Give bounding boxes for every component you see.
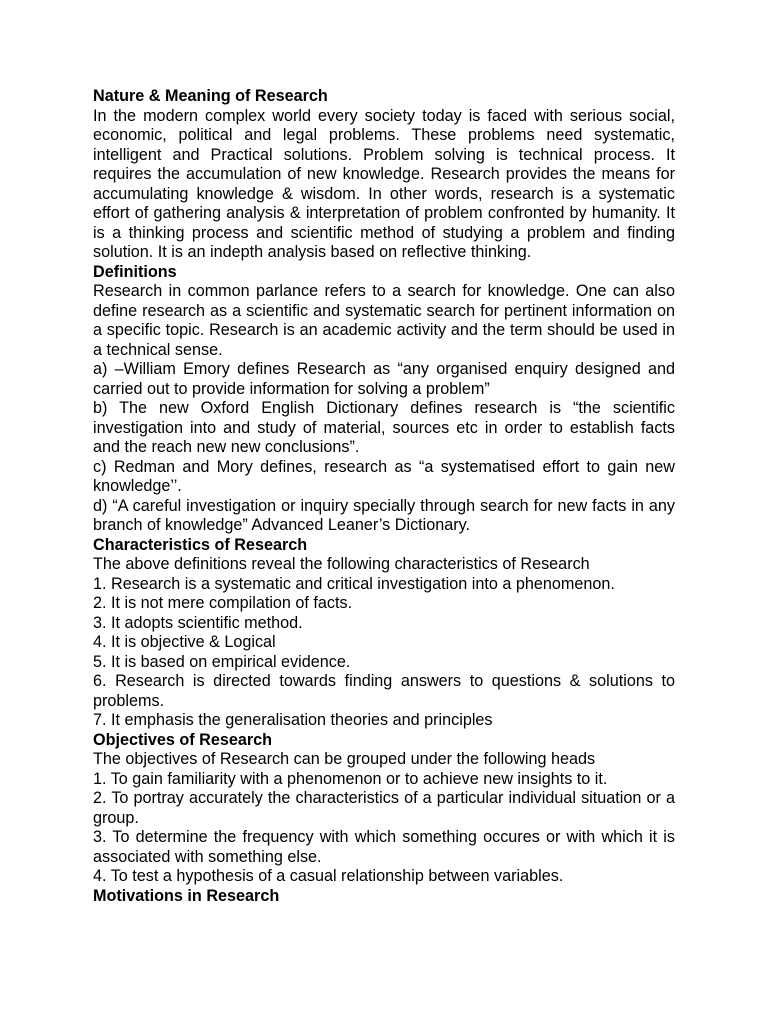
- characteristic-item-4: 4. It is objective & Logical: [93, 633, 276, 651]
- objective-item-3: 3. To determine the frequency with which something occures or with which it is associated with something else.: [93, 828, 675, 866]
- objective-item-4: 4. To test a hypothesis of a casual relationship between variables.: [93, 867, 564, 885]
- characteristic-item-5: 5. It is based on empirical evidence.: [93, 652, 351, 671]
- characteristic-item-6: 6. Research is directed towards finding answers to questions & solutions to problems.: [93, 672, 675, 710]
- section-heading-definitions: Definitions: [93, 262, 177, 281]
- section-heading-nature: Nature & Meaning of Research: [93, 87, 328, 105]
- section-heading-motivations: Motivations in Research: [93, 886, 280, 905]
- definition-item-b: b) The new Oxford English Dictionary defines research is “the scientific investigation into and study of material, sources etc in order to establish facts and the reach new new conclusions”.: [93, 399, 675, 456]
- paragraph-objectives-intro: The objectives of Research can be grouped under the following heads: [93, 750, 596, 768]
- definition-item-c: c) Redman and Mory defines, research as “a systematised effort to gain new knowledge’’.: [93, 457, 675, 495]
- characteristic-item-2: 2. It is not mere compilation of facts.: [93, 594, 353, 612]
- objective-item-2: 2. To portray accurately the characteristics of a particular individual situation or a group.: [93, 789, 675, 827]
- characteristic-item-7: 7. It emphasis the generalisation theories and principles: [93, 711, 493, 729]
- definition-item-a: a) –William Emory defines Research as “any organised enquiry designed and carried out to provide information for solving a problem”: [93, 360, 675, 398]
- paragraph-definitions-intro: Research in common parlance refers to a search for knowledge. One can also define research as a scientific and systematic search for pertinent information on a specific topic. Research is an academic activity and the term should be used in a technical sense.: [93, 282, 675, 359]
- paragraph-characteristics-intro: The above definitions reveal the following characteristics of Research: [93, 555, 590, 573]
- document-page: [93, 87, 675, 906]
- paragraph-nature: In the modern complex world every society today is faced with serious social, economic, political and legal problems. These problems need systematic, intelligent and Practical solutions. Problem solving is technical process. It requires the accumulation of new knowledge. Research provides the means for accumulating knowledge & wisdom. In other words, research is a systematic effort of gathering analysis & interpretation of problem confronted by humanity. It is a thinking process and scientific method of studying a problem and finding solution. It is an indepth analysis based on reflective thinking.: [93, 106, 675, 261]
- characteristic-item-1: 1. Research is a systematic and critical investigation into a phenomenon.: [93, 574, 615, 593]
- definition-item-d: d) “A careful investigation or inquiry specially through search for new facts in any branch of knowledge” Advanced Leaner’s Dictionary.: [93, 496, 675, 534]
- section-heading-characteristics: Characteristics of Research: [93, 535, 308, 554]
- characteristic-item-3: 3. It adopts scientific method.: [93, 613, 303, 632]
- objective-item-1: 1. To gain familiarity with a phenomenon or to achieve new insights to it.: [93, 769, 608, 788]
- section-heading-objectives: Objectives of Research: [93, 730, 273, 749]
